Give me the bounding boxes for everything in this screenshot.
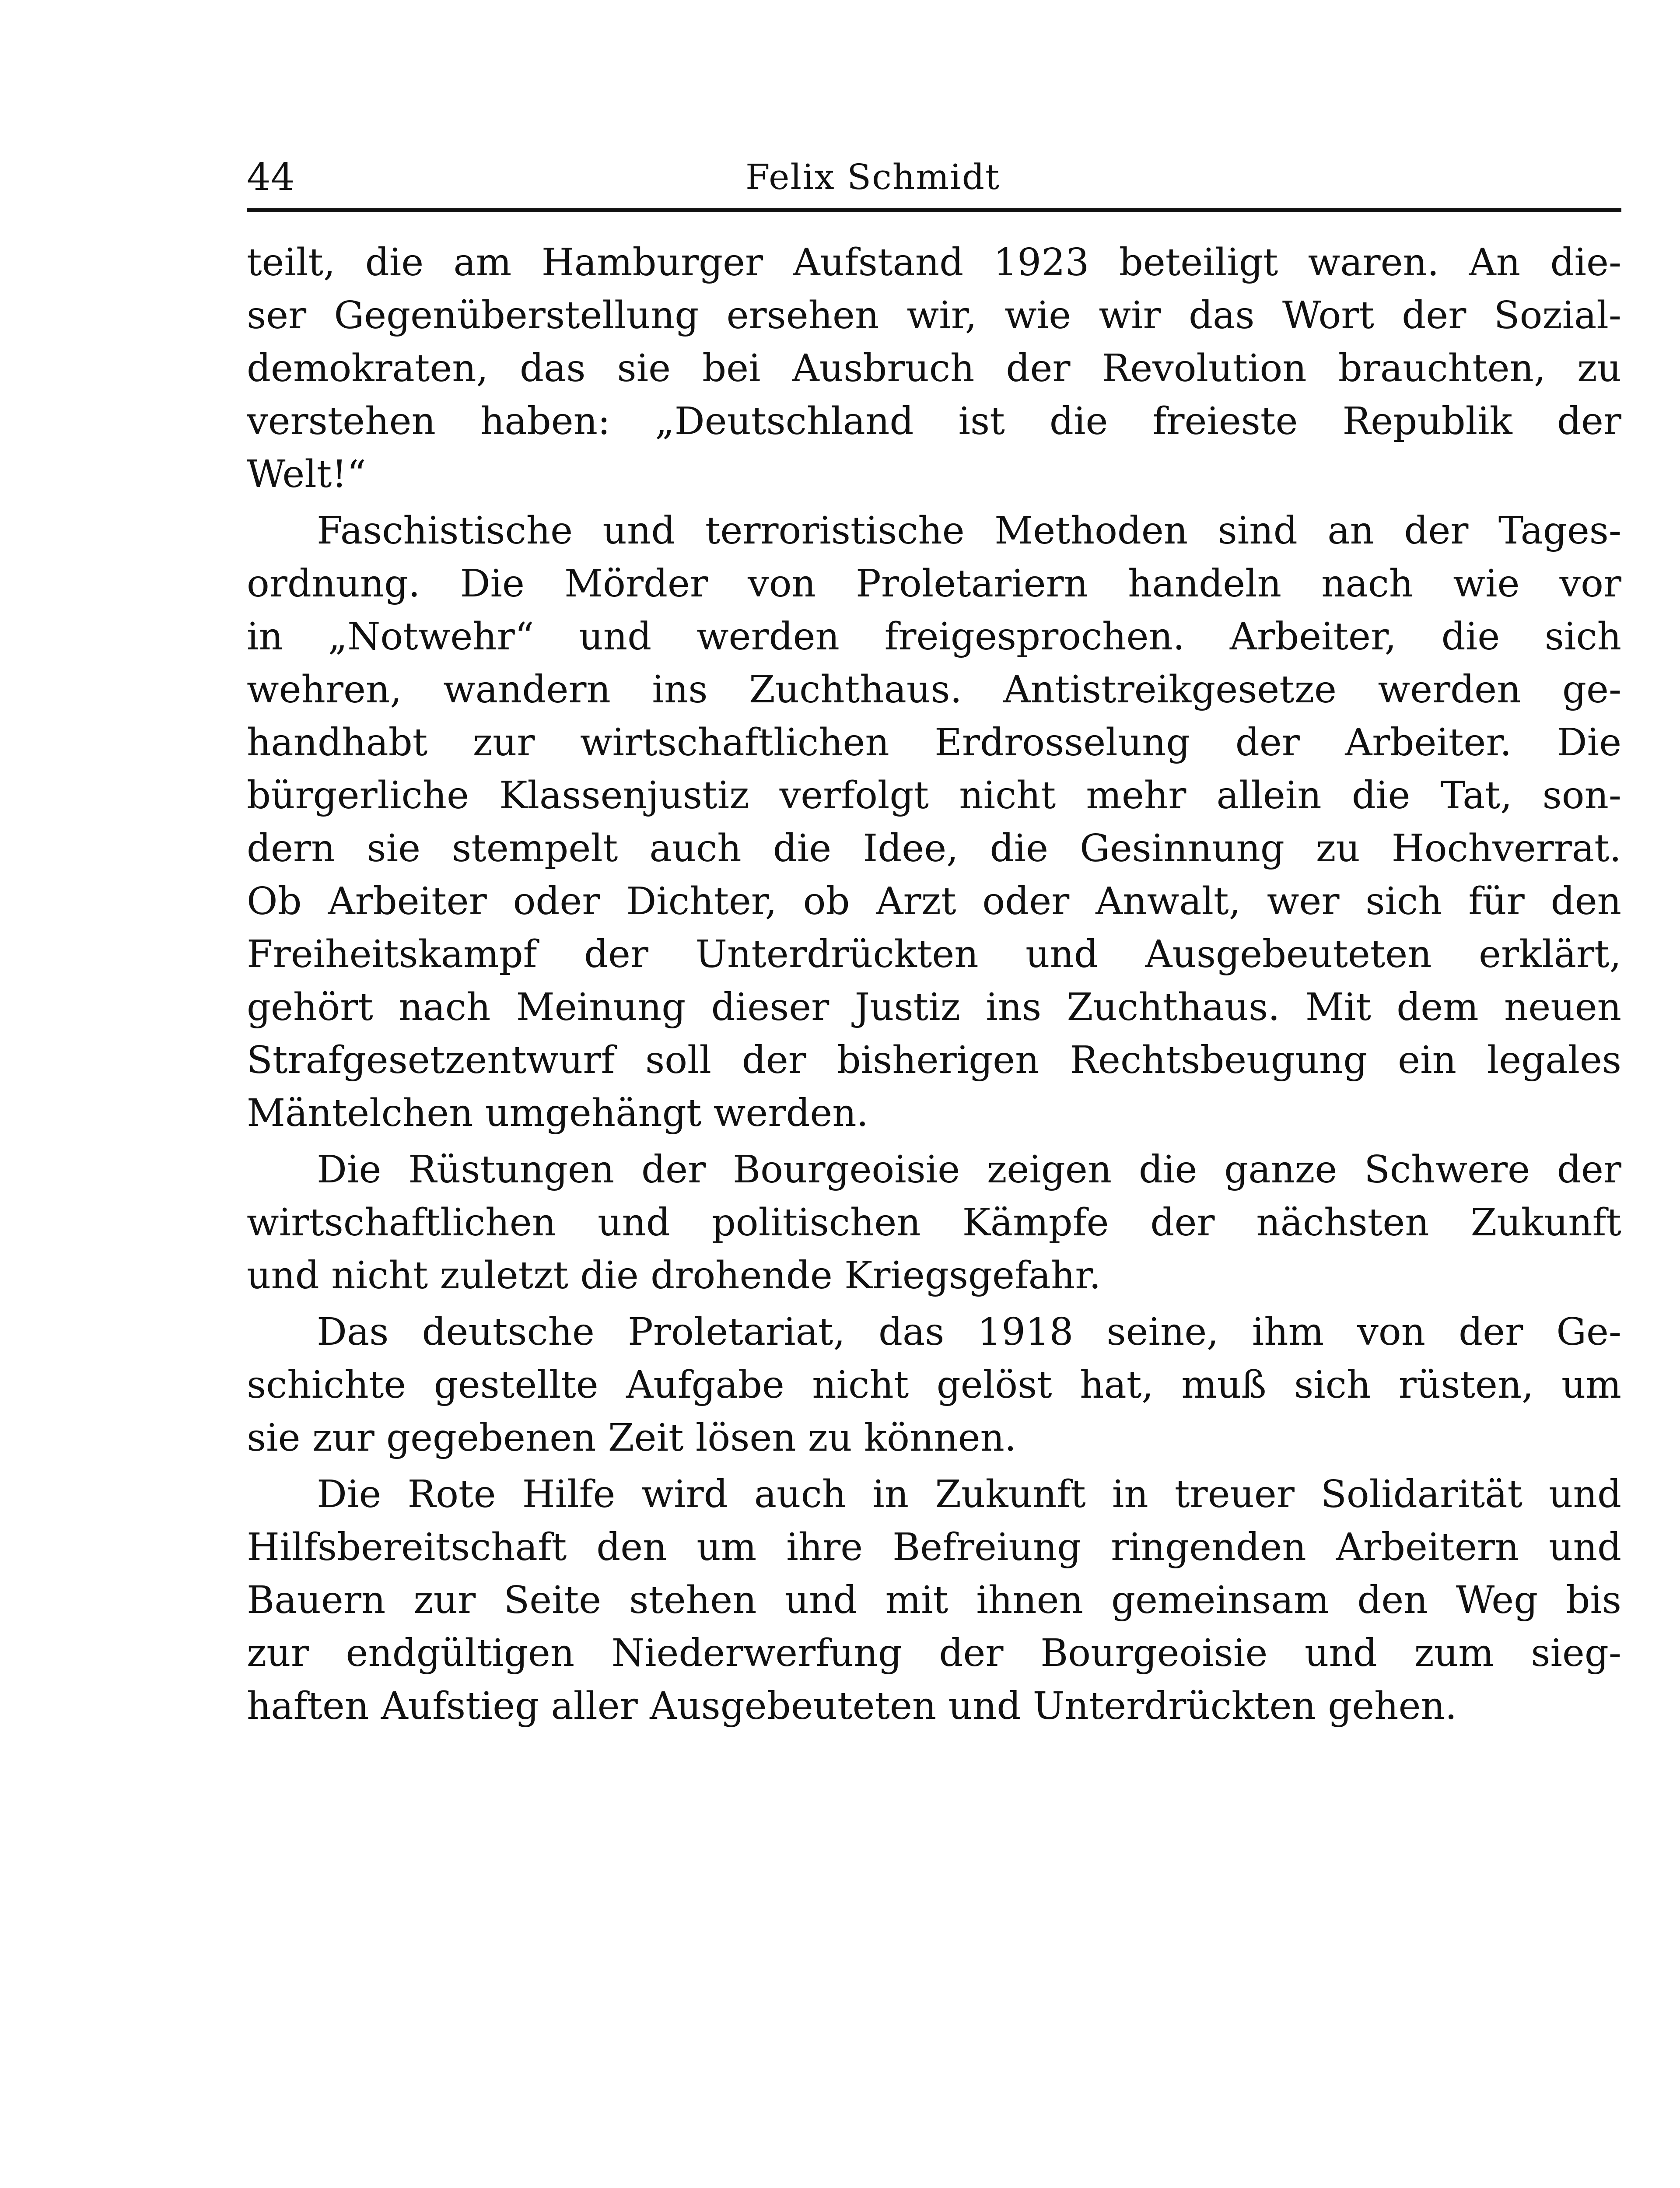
text-line: dern sie stempelt auch die Idee, die Gesinnung zu Hochverrat.: [247, 827, 1621, 870]
text-line: handhabt zur wirtschaftlichen Erdrosselung der Arbeiter. Die: [247, 721, 1621, 764]
paragraph: [247, 1306, 1621, 1465]
text-line: Die Rüstungen der Bourgeoisie zeigen die ganze Schwere der: [317, 1148, 1621, 1192]
text-line: gehört nach Meinung dieser Justiz ins Zuchthaus. Mit dem neuen: [247, 985, 1621, 1029]
running-head: Felix Schmidt: [746, 157, 1001, 197]
text-line: bürgerliche Klassenjustiz verfolgt nicht mehr allein die Tat, son-: [247, 774, 1621, 817]
text-line: ser Gegenüberstellung ersehen wir, wie wir das Wort der Sozial-: [247, 294, 1621, 337]
text-line: Faschistische und terroristische Methoden sind an der Tages-: [317, 509, 1621, 553]
text-line: wehren, wandern ins Zuchthaus. Antistreikgesetze werden ge-: [247, 668, 1621, 712]
text-line: haften Aufstieg aller Ausgebeuteten und Unterdrückten gehen.: [247, 1684, 1457, 1728]
text-line: in „Notwehr“ und werden freigesprochen. Arbeiter, die sich: [247, 615, 1621, 659]
paragraph: [247, 1468, 1621, 1733]
text-line: schichte gestellte Aufgabe nicht gelöst hat, muß sich rüsten, um: [247, 1363, 1621, 1407]
text-line: Strafgesetzentwurf soll der bisherigen Rechtsbeugung ein legales: [247, 1038, 1621, 1082]
text-line: Die Rote Hilfe wird auch in Zukunft in treuer Solidarität und: [317, 1473, 1621, 1516]
paragraph: [247, 505, 1621, 1140]
text-line: und nicht zuletzt die drohende Kriegsgefahr.: [247, 1254, 1101, 1297]
paragraph: [247, 1143, 1621, 1302]
text-line: Ob Arbeiter oder Dichter, ob Arzt oder Anwalt, wer sich für den: [247, 880, 1621, 923]
body-text: [247, 236, 1621, 1736]
text-line: Das deutsche Proletariat, das 1918 seine, ihm von der Ge-: [317, 1310, 1621, 1354]
text-line: teilt, die am Hamburger Aufstand 1923 beteiligt waren. An die-: [247, 241, 1621, 284]
text-line: Bauern zur Seite stehen und mit ihnen gemeinsam den Weg bis: [247, 1578, 1621, 1622]
page-header: [247, 131, 1621, 201]
text-line: sie zur gegebenen Zeit lösen zu können.: [247, 1416, 1017, 1460]
text-line: verstehen haben: „Deutschland ist die freieste Republik der: [247, 400, 1621, 443]
text-line: zur endgültigen Niederwerfung der Bourgeoisie und zum sieg-: [247, 1631, 1621, 1675]
text-line: wirtschaftlichen und politischen Kämpfe der nächsten Zukunft: [247, 1201, 1621, 1245]
text-line: Hilfsbereitschaft den um ihre Befreiung ringenden Arbeitern und: [247, 1525, 1621, 1569]
text-line: ordnung. Die Mörder von Proletariern handeln nach wie vor: [247, 562, 1621, 606]
header-rule: [247, 208, 1621, 212]
text-line: Freiheitskampf der Unterdrückten und Ausgebeuteten erklärt,: [247, 933, 1621, 976]
paragraph: [247, 236, 1621, 501]
text-line: Welt!“: [247, 452, 366, 496]
page-number: 44: [247, 155, 295, 199]
text-line: demokraten, das sie bei Ausbruch der Revolution brauchten, zu: [247, 347, 1621, 390]
text-line: Mäntelchen umgehängt werden.: [247, 1091, 869, 1135]
